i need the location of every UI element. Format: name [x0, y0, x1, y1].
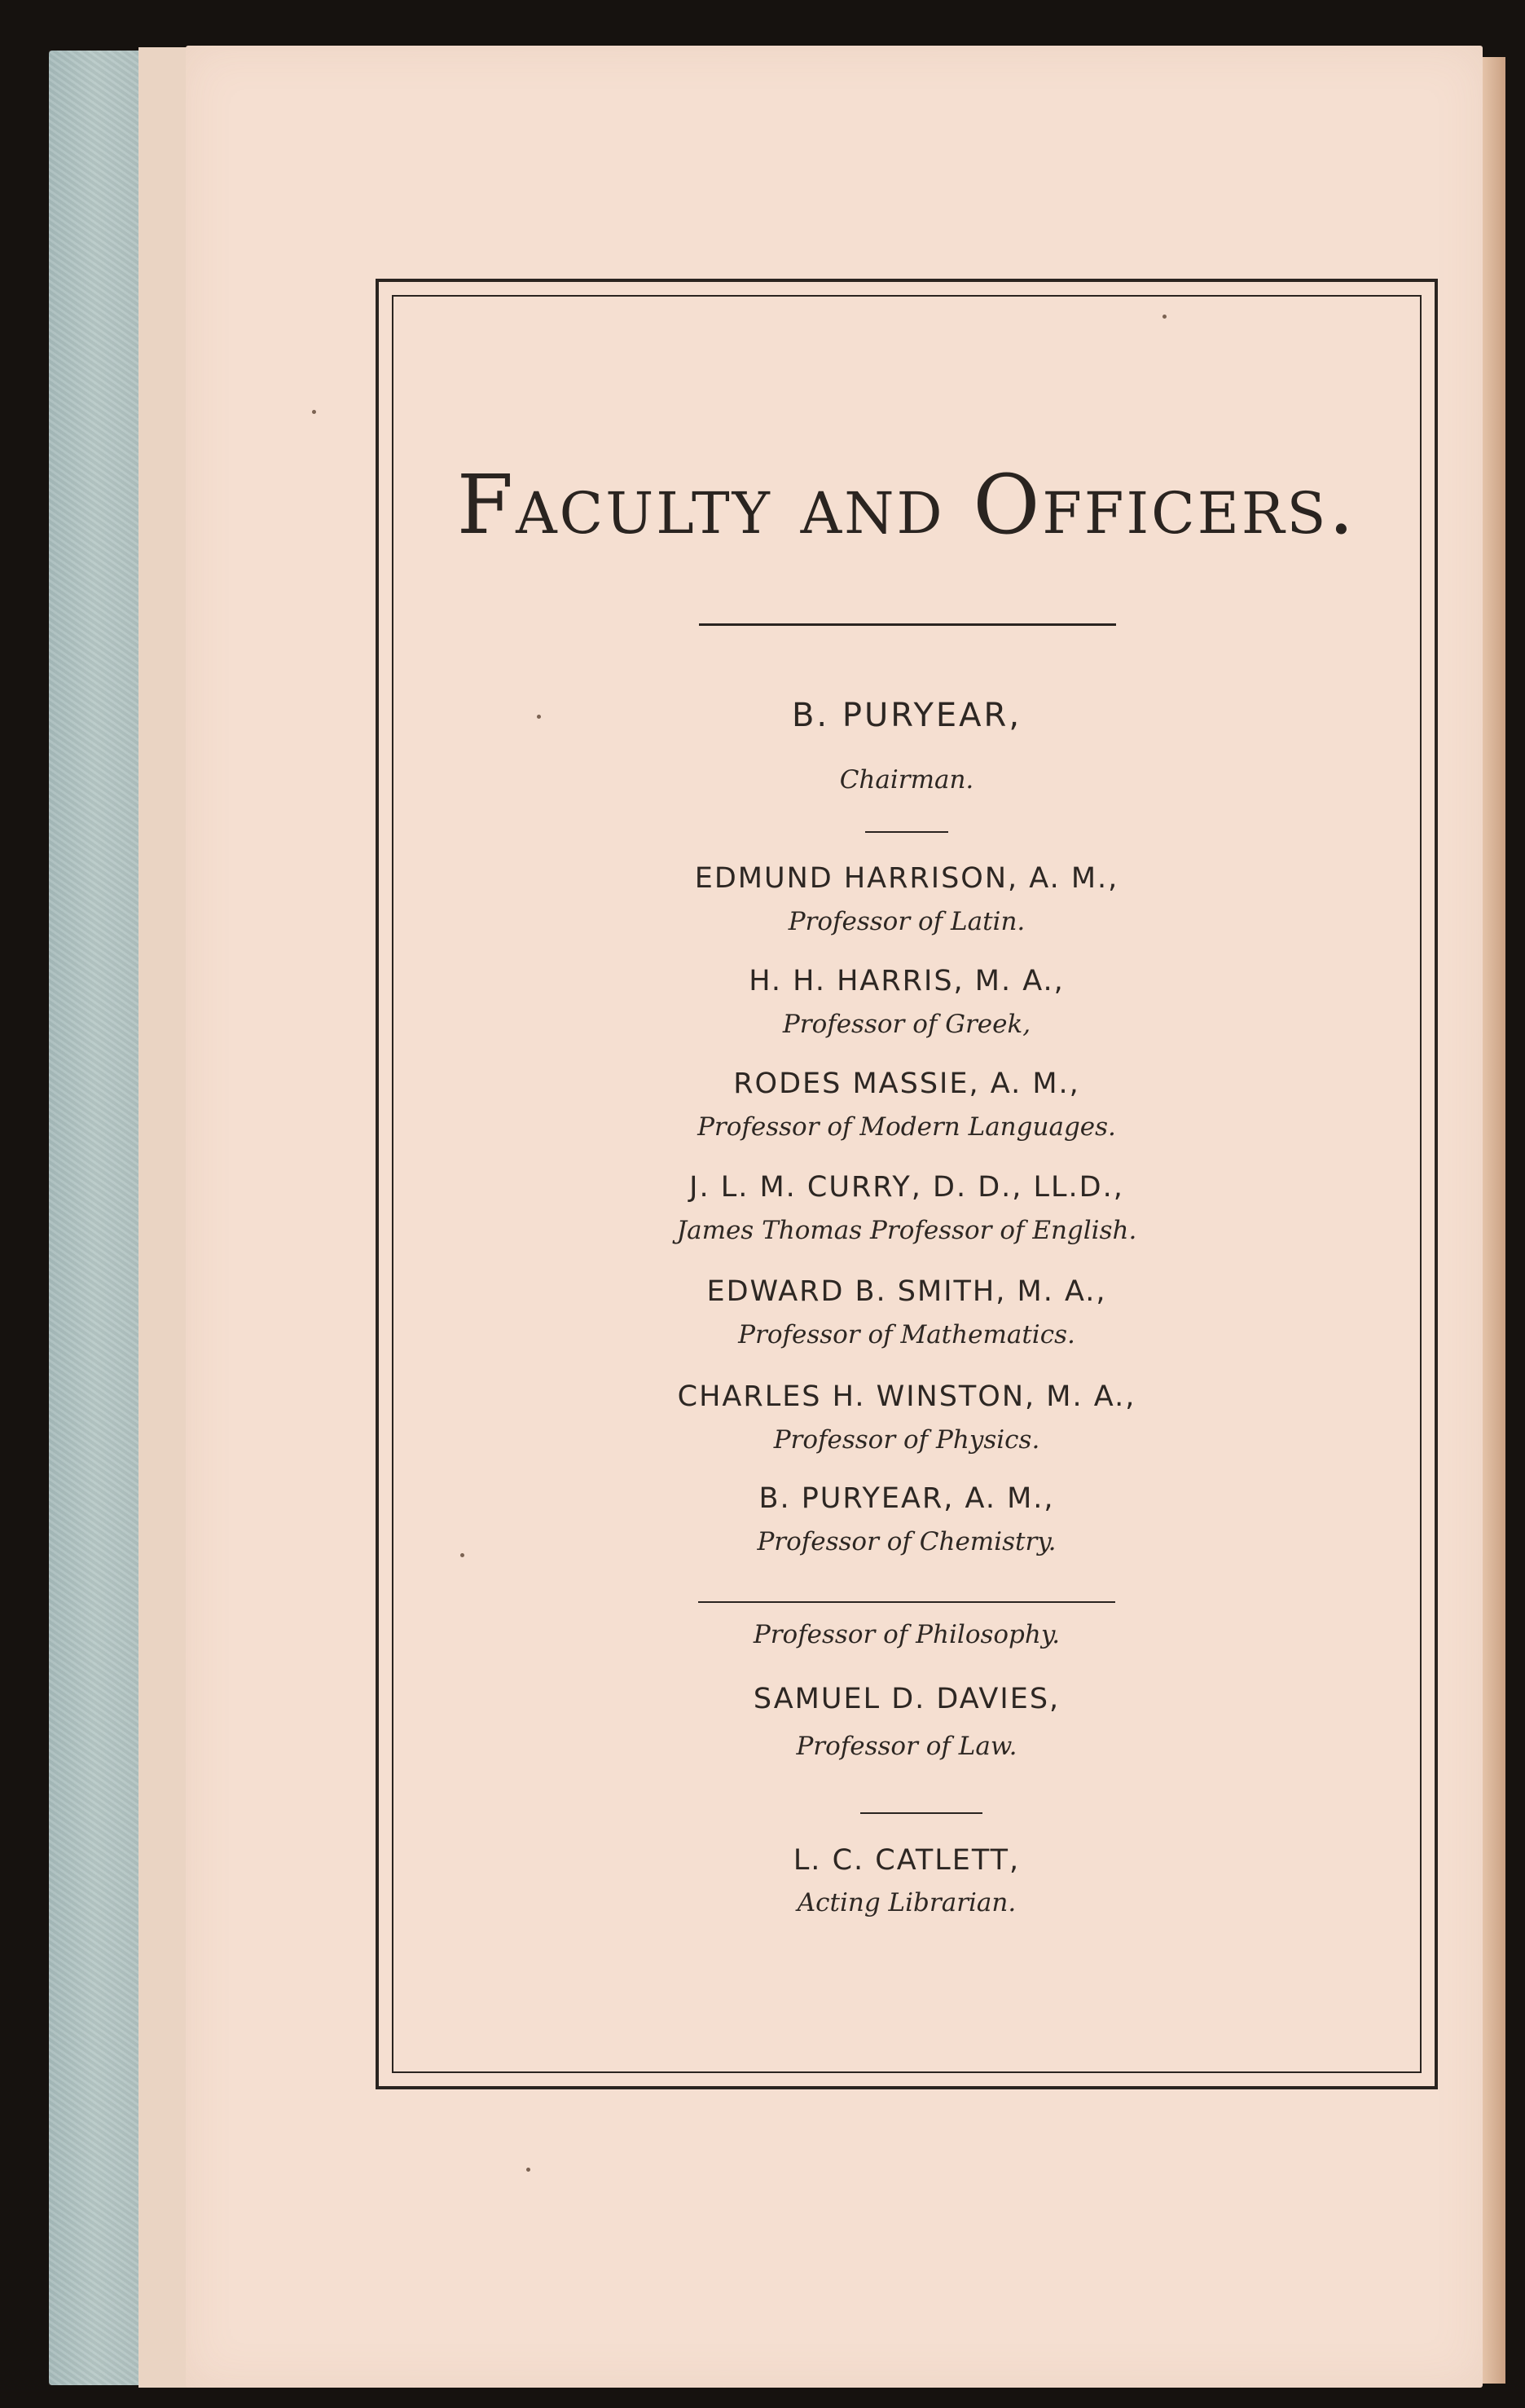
title-rule [699, 623, 1116, 626]
librarian-name: L. C. CATLETT, [793, 1844, 1021, 1877]
paper-spot [537, 715, 541, 719]
paper-spot [526, 2168, 530, 2172]
faculty-role: James Thomas Professor of English. [676, 1216, 1137, 1245]
paper-spot [460, 1553, 464, 1557]
faculty-name: CHARLES H. WINSTON, M. A., [677, 1380, 1136, 1413]
faculty-role: Professor of Modern Languages. [697, 1112, 1116, 1142]
faculty-name: J. L. M. CURRY, D. D., LL.D., [689, 1171, 1124, 1204]
faculty-name: EDWARD B. SMITH, M. A., [706, 1275, 1107, 1308]
faculty-role: Professor of Greek, [782, 1010, 1031, 1039]
faculty-name: EDMUND HARRISON, A. M., [694, 862, 1119, 895]
chairman-role: Chairman. [839, 765, 974, 795]
law-professor-name: SAMUEL D. DAVIES, [753, 1683, 1061, 1715]
faculty-role: Professor of Mathematics. [738, 1320, 1075, 1349]
faculty-role: Professor of Chemistry. [757, 1527, 1057, 1556]
faculty-name: RODES MASSIE, A. M., [733, 1068, 1080, 1100]
vacant-chair-role: Professor of Philosophy. [753, 1620, 1061, 1649]
chairman-name: B. PURYEAR, [791, 697, 1022, 734]
page-title: Faculty and Officers. [456, 457, 1357, 552]
faculty-name: B. PURYEAR, A. M., [758, 1482, 1055, 1515]
section-rule [865, 831, 948, 833]
faculty-role: Professor of Physics. [773, 1425, 1040, 1455]
section-rule [860, 1812, 982, 1814]
librarian-role: Acting Librarian. [797, 1888, 1017, 1917]
law-professor-role: Professor of Law. [796, 1732, 1017, 1761]
faculty-role: Professor of Latin. [788, 907, 1026, 936]
paper-spot [312, 410, 316, 414]
paper-spot [1162, 315, 1167, 319]
page-edge-right [1481, 57, 1505, 2384]
section-rule [698, 1601, 1115, 1603]
faculty-name: H. H. HARRIS, M. A., [749, 965, 1065, 997]
